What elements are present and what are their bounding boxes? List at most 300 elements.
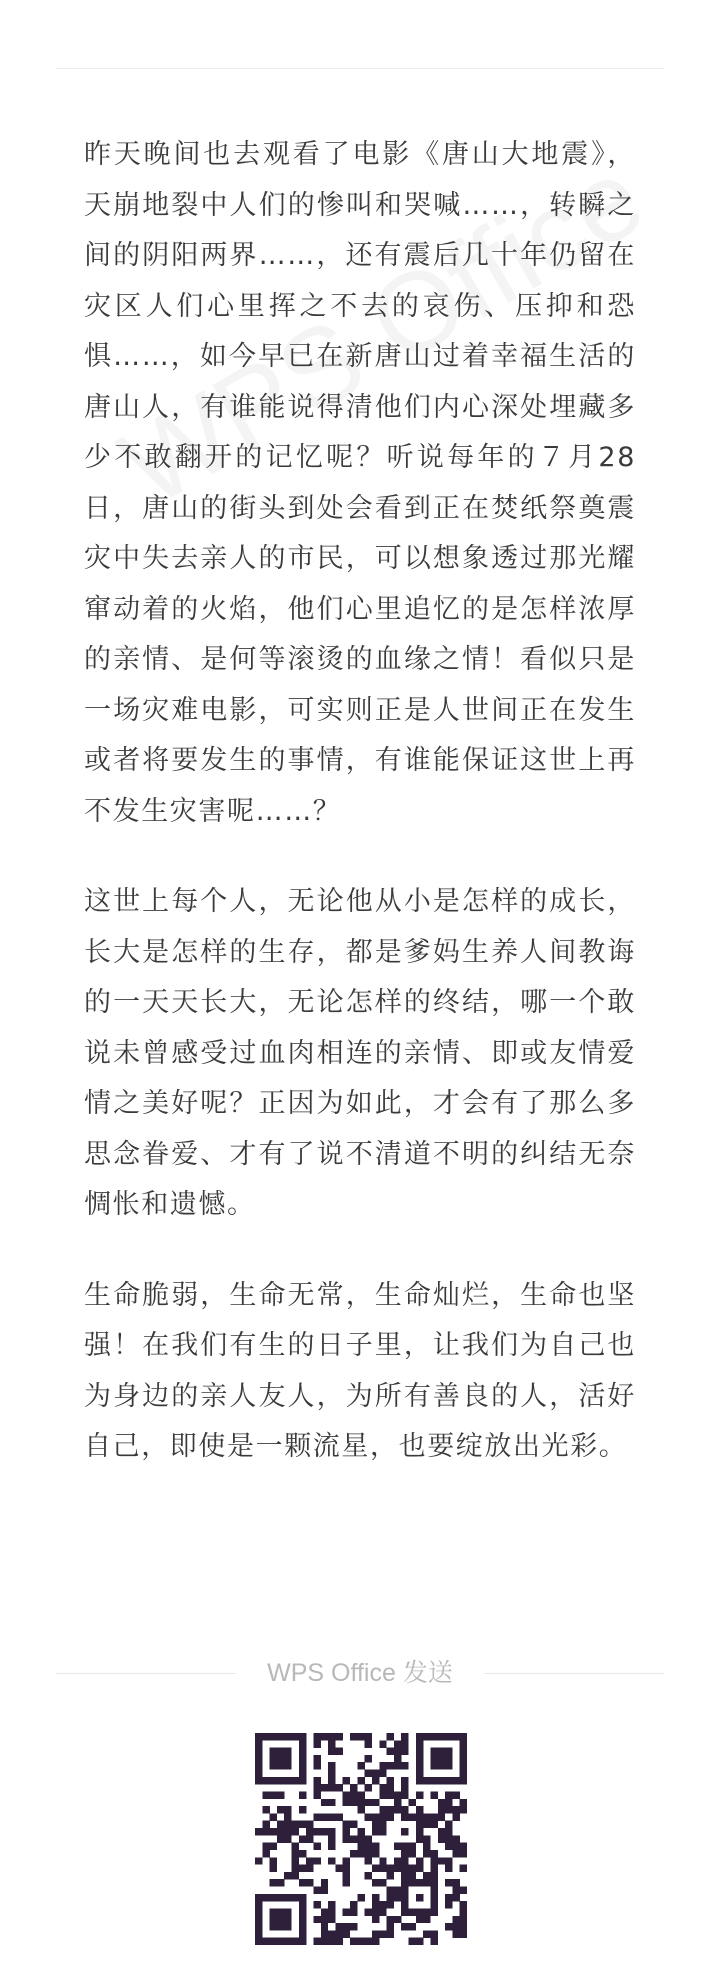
qr-module (460, 1923, 467, 1930)
qr-module (445, 1762, 452, 1769)
qr-module (445, 1755, 452, 1762)
qr-module (372, 1813, 379, 1820)
qr-module (423, 1821, 430, 1828)
qr-module (365, 1799, 372, 1806)
qr-module (365, 1755, 372, 1762)
qr-module (401, 1762, 408, 1769)
qr-module (365, 1733, 372, 1740)
qr-module (321, 1828, 328, 1835)
qr-module (299, 1879, 306, 1886)
qr-module (299, 1821, 306, 1828)
qr-module (430, 1777, 437, 1784)
qr-module (416, 1748, 423, 1755)
qr-module (299, 1923, 306, 1930)
qr-module (270, 1843, 277, 1850)
qr-module (357, 1806, 364, 1813)
qr-module (343, 1857, 350, 1864)
qr-module (335, 1748, 342, 1755)
qr-module (313, 1828, 320, 1835)
qr-module (343, 1777, 350, 1784)
qr-module (270, 1916, 277, 1923)
qr-module (350, 1799, 357, 1806)
qr-module (328, 1777, 335, 1784)
qr-module (430, 1879, 437, 1886)
qr-module (350, 1923, 357, 1930)
qr-module (255, 1916, 262, 1923)
qr-module (394, 1755, 401, 1762)
qr-module (299, 1908, 306, 1915)
qr-module (401, 1784, 408, 1791)
qr-module (255, 1770, 262, 1777)
qr-module (372, 1938, 379, 1945)
qr-module (401, 1733, 408, 1740)
qr-module (328, 1901, 335, 1908)
qr-module (452, 1923, 459, 1930)
qr-module (277, 1806, 284, 1813)
qr-module (452, 1916, 459, 1923)
qr-module (401, 1879, 408, 1886)
qr-module (460, 1740, 467, 1747)
qr-module (416, 1777, 423, 1784)
qr-module (328, 1843, 335, 1850)
qr-module (350, 1784, 357, 1791)
qr-module (262, 1733, 269, 1740)
qr-module (430, 1938, 437, 1945)
qr-module (321, 1887, 328, 1894)
qr-module (416, 1791, 423, 1798)
qr-module (394, 1894, 401, 1901)
qr-module (328, 1733, 335, 1740)
qr-module (292, 1850, 299, 1857)
qr-module (401, 1887, 408, 1894)
qr-module (284, 1923, 291, 1930)
qr-module (379, 1821, 386, 1828)
qr-module (387, 1748, 394, 1755)
qr-module (335, 1865, 342, 1872)
qr-module (372, 1821, 379, 1828)
qr-module (430, 1887, 437, 1894)
qr-module (299, 1740, 306, 1747)
qr-module (313, 1740, 320, 1747)
qr-module (299, 1770, 306, 1777)
qr-module (357, 1777, 364, 1784)
qr-module (365, 1843, 372, 1850)
qr-module (292, 1872, 299, 1879)
qr-module (394, 1887, 401, 1894)
qr-module (270, 1894, 277, 1901)
qr-module (430, 1865, 437, 1872)
qr-module (452, 1733, 459, 1740)
qr-module (423, 1850, 430, 1857)
qr-module (270, 1857, 277, 1864)
qr-module (445, 1901, 452, 1908)
qr-module (460, 1865, 467, 1872)
qr-module (372, 1901, 379, 1908)
qr-module (343, 1821, 350, 1828)
qr-module (379, 1930, 386, 1937)
qr-module (284, 1806, 291, 1813)
qr-module (438, 1813, 445, 1820)
qr-module (255, 1938, 262, 1945)
qr-module (416, 1916, 423, 1923)
footer-divider-right (484, 1673, 664, 1674)
qr-module (379, 1806, 386, 1813)
qr-module (299, 1777, 306, 1784)
qr-module (416, 1865, 423, 1872)
qr-module (445, 1857, 452, 1864)
qr-module (445, 1828, 452, 1835)
qr-module (357, 1762, 364, 1769)
qr-module (430, 1872, 437, 1879)
qr-module (387, 1872, 394, 1879)
qr-module (328, 1762, 335, 1769)
qr-module (372, 1865, 379, 1872)
qr-module (357, 1894, 364, 1901)
qr-module (321, 1813, 328, 1820)
qr-module (365, 1770, 372, 1777)
qr-module (430, 1908, 437, 1915)
qr-module (270, 1908, 277, 1915)
qr-module (394, 1857, 401, 1864)
qr-module (372, 1908, 379, 1915)
qr-module (255, 1755, 262, 1762)
qr-module (409, 1938, 416, 1945)
qr-module (277, 1923, 284, 1930)
qr-module (401, 1748, 408, 1755)
qr-module (328, 1770, 335, 1777)
qr-module (343, 1930, 350, 1937)
qr-module (335, 1938, 342, 1945)
qr-module (335, 1733, 342, 1740)
qr-module (409, 1872, 416, 1879)
qr-module (328, 1938, 335, 1945)
qr-module (270, 1755, 277, 1762)
qr-module (460, 1916, 467, 1923)
qr-module (299, 1938, 306, 1945)
qr-module (387, 1733, 394, 1740)
qr-module (335, 1923, 342, 1930)
share-footer (56, 1655, 664, 1691)
qr-module (379, 1908, 386, 1915)
qr-module (365, 1850, 372, 1857)
qr-module (365, 1835, 372, 1842)
qr-module (379, 1791, 386, 1798)
qr-module (401, 1806, 408, 1813)
qr-module (438, 1777, 445, 1784)
qr-module (452, 1813, 459, 1820)
qr-module (357, 1938, 364, 1945)
qr-module (438, 1733, 445, 1740)
qr-module (430, 1813, 437, 1820)
qr-module (460, 1887, 467, 1894)
qr-module (306, 1835, 313, 1842)
qr-module (423, 1733, 430, 1740)
qr-module (401, 1850, 408, 1857)
qr-module (313, 1813, 320, 1820)
qr-module (350, 1938, 357, 1945)
qr-module (460, 1748, 467, 1755)
qr-module (387, 1784, 394, 1791)
qr-module (387, 1777, 394, 1784)
qr-module (416, 1806, 423, 1813)
qr-module (430, 1791, 437, 1798)
qr-module (313, 1755, 320, 1762)
qr-module (445, 1879, 452, 1886)
qr-module (409, 1908, 416, 1915)
qr-module (299, 1733, 306, 1740)
qr-module (401, 1908, 408, 1915)
qr-code-icon[interactable] (255, 1733, 467, 1945)
qr-module (452, 1850, 459, 1857)
qr-module (357, 1835, 364, 1842)
qr-module (460, 1908, 467, 1915)
qr-module (328, 1828, 335, 1835)
qr-module (445, 1777, 452, 1784)
qr-module (284, 1908, 291, 1915)
qr-module (387, 1894, 394, 1901)
qr-module (313, 1843, 320, 1850)
qr-module (255, 1908, 262, 1915)
qr-module (430, 1901, 437, 1908)
qr-module (350, 1791, 357, 1798)
qr-module (357, 1799, 364, 1806)
qr-module (284, 1733, 291, 1740)
qr-module (401, 1813, 408, 1820)
qr-module (328, 1835, 335, 1842)
qr-module (409, 1813, 416, 1820)
qr-module (292, 1828, 299, 1835)
qr-module (262, 1828, 269, 1835)
qr-module (299, 1835, 306, 1842)
qr-module (262, 1850, 269, 1857)
qr-module (423, 1835, 430, 1842)
qr-module (277, 1777, 284, 1784)
qr-module (401, 1865, 408, 1872)
qr-module (430, 1733, 437, 1740)
qr-module (357, 1828, 364, 1835)
qr-module (401, 1791, 408, 1798)
qr-module (343, 1799, 350, 1806)
qr-module (460, 1762, 467, 1769)
qr-module (394, 1865, 401, 1872)
qr-module (430, 1748, 437, 1755)
qr-module (343, 1791, 350, 1798)
qr-module (321, 1784, 328, 1791)
qr-module (423, 1813, 430, 1820)
qr-module (401, 1777, 408, 1784)
qr-module (365, 1908, 372, 1915)
qr-module (365, 1784, 372, 1791)
qr-module (277, 1916, 284, 1923)
qr-module (387, 1813, 394, 1820)
qr-module (452, 1835, 459, 1842)
qr-module (343, 1865, 350, 1872)
qr-module (255, 1777, 262, 1784)
qr-module (277, 1938, 284, 1945)
qr-module (416, 1908, 423, 1915)
qr-module (328, 1784, 335, 1791)
qr-module (270, 1777, 277, 1784)
qr-module (277, 1755, 284, 1762)
qr-module (313, 1887, 320, 1894)
qr-module (452, 1894, 459, 1901)
qr-module (313, 1784, 320, 1791)
qr-module (270, 1733, 277, 1740)
qr-module (423, 1879, 430, 1886)
qr-module (365, 1857, 372, 1864)
qr-module (416, 1813, 423, 1820)
qr-module (313, 1733, 320, 1740)
qr-module (277, 1828, 284, 1835)
qr-module (379, 1857, 386, 1864)
qr-module (445, 1821, 452, 1828)
qr-module (409, 1850, 416, 1857)
qr-module (379, 1865, 386, 1872)
qr-module (387, 1791, 394, 1798)
qr-module (379, 1740, 386, 1747)
qr-module (306, 1821, 313, 1828)
qr-module (423, 1843, 430, 1850)
qr-module (292, 1865, 299, 1872)
qr-module (299, 1762, 306, 1769)
qr-module (299, 1930, 306, 1937)
qr-module (284, 1748, 291, 1755)
qr-module (335, 1930, 342, 1937)
qr-module (372, 1879, 379, 1886)
qr-module (350, 1821, 357, 1828)
qr-module (284, 1894, 291, 1901)
qr-module (313, 1857, 320, 1864)
qr-module (343, 1872, 350, 1879)
article-paragraph-3: 生命脆弱，生命无常，生命灿烂，生命也坚强！在我们有生的日子里，让我们为自己也为身边的亲人友人，为所有善良的人，活好自己，即使是一颗流星，也要绽放出光彩。 (84, 1279, 636, 1462)
qr-module (430, 1821, 437, 1828)
qr-module (445, 1799, 452, 1806)
qr-module (401, 1894, 408, 1901)
qr-module (292, 1894, 299, 1901)
qr-module (460, 1770, 467, 1777)
qr-module (255, 1740, 262, 1747)
qr-module (423, 1916, 430, 1923)
qr-module (372, 1770, 379, 1777)
qr-module (255, 1930, 262, 1937)
qr-module (460, 1850, 467, 1857)
qr-module (255, 1857, 262, 1864)
qr-module (328, 1930, 335, 1937)
qr-module (262, 1894, 269, 1901)
qr-module (357, 1850, 364, 1857)
qr-module (438, 1799, 445, 1806)
qr-module (270, 1791, 277, 1798)
qr-module (460, 1843, 467, 1850)
qr-module (328, 1799, 335, 1806)
qr-module (438, 1762, 445, 1769)
qr-module (255, 1748, 262, 1755)
qr-module (299, 1791, 306, 1798)
qr-module (255, 1894, 262, 1901)
qr-module (379, 1813, 386, 1820)
qr-module (255, 1733, 262, 1740)
qr-module (328, 1813, 335, 1820)
qr-module (416, 1879, 423, 1886)
top-divider (56, 68, 664, 69)
qr-module (328, 1748, 335, 1755)
qr-module (343, 1908, 350, 1915)
qr-module (270, 1865, 277, 1872)
qr-module (445, 1733, 452, 1740)
qr-module (423, 1777, 430, 1784)
qr-module (452, 1887, 459, 1894)
qr-module (292, 1821, 299, 1828)
qr-module (321, 1879, 328, 1886)
qr-module (460, 1806, 467, 1813)
qr-module (460, 1777, 467, 1784)
article-paragraph-1: 昨天晚间也去观看了电影《唐山大地震》，天崩地裂中人们的惨叫和哭喊……，转瞬之间的阴阳两界……，还有震后几十年仍留在灾区人们心里挥之不去的哀伤、压抑和恐惧……，如今早已在新唐山过着幸福生活的唐山人，有谁能说得清他们内心深处埋藏多少不敢翻开的记忆呢？听说每年的７月28日，唐山的街头到处会看到正在焚纸祭奠震灾中失去亲人的市民，可以想象透过那光耀窜动着的火焰，他们心里追忆的是怎样浓厚的亲情、是何等滚烫的血缘之情！看似只是一场灾难电影，可实则正是人世间正在发生或者将要发生的事情，有谁能保证这世上再不发生灾害呢……？ (84, 139, 636, 827)
qr-module (438, 1828, 445, 1835)
qr-module (387, 1916, 394, 1923)
qr-module (409, 1843, 416, 1850)
qr-module (394, 1748, 401, 1755)
qr-module (438, 1806, 445, 1813)
qr-module (270, 1828, 277, 1835)
qr-module (460, 1733, 467, 1740)
qr-module (401, 1923, 408, 1930)
qr-module (284, 1777, 291, 1784)
qr-module (423, 1872, 430, 1879)
qr-module (416, 1938, 423, 1945)
qr-module (335, 1784, 342, 1791)
qr-module (416, 1821, 423, 1828)
qr-module (365, 1813, 372, 1820)
qr-module (306, 1865, 313, 1872)
qr-module (452, 1791, 459, 1798)
qr-module (379, 1901, 386, 1908)
qr-module (438, 1857, 445, 1864)
qr-module (445, 1843, 452, 1850)
qr-module (270, 1938, 277, 1945)
qr-module (416, 1828, 423, 1835)
qr-module (255, 1762, 262, 1769)
qr-module (299, 1850, 306, 1857)
qr-module (394, 1806, 401, 1813)
qr-module (262, 1821, 269, 1828)
qr-module (262, 1791, 269, 1798)
qr-module (299, 1865, 306, 1872)
qr-module (423, 1908, 430, 1915)
qr-module (328, 1740, 335, 1747)
qr-module (452, 1879, 459, 1886)
qr-module (379, 1762, 386, 1769)
qr-module (387, 1901, 394, 1908)
qr-module (460, 1930, 467, 1937)
qr-module (423, 1930, 430, 1937)
qr-module (321, 1930, 328, 1937)
qr-module (409, 1923, 416, 1930)
qr-module (445, 1923, 452, 1930)
qr-module (284, 1821, 291, 1828)
qr-module (430, 1857, 437, 1864)
qr-module (357, 1791, 364, 1798)
qr-module (262, 1777, 269, 1784)
qr-module (343, 1923, 350, 1930)
qr-module (372, 1843, 379, 1850)
qr-module (438, 1748, 445, 1755)
qr-module (401, 1857, 408, 1864)
qr-module (387, 1923, 394, 1930)
qr-module (321, 1733, 328, 1740)
qr-module (270, 1813, 277, 1820)
qr-module (292, 1857, 299, 1864)
qr-module (430, 1930, 437, 1937)
